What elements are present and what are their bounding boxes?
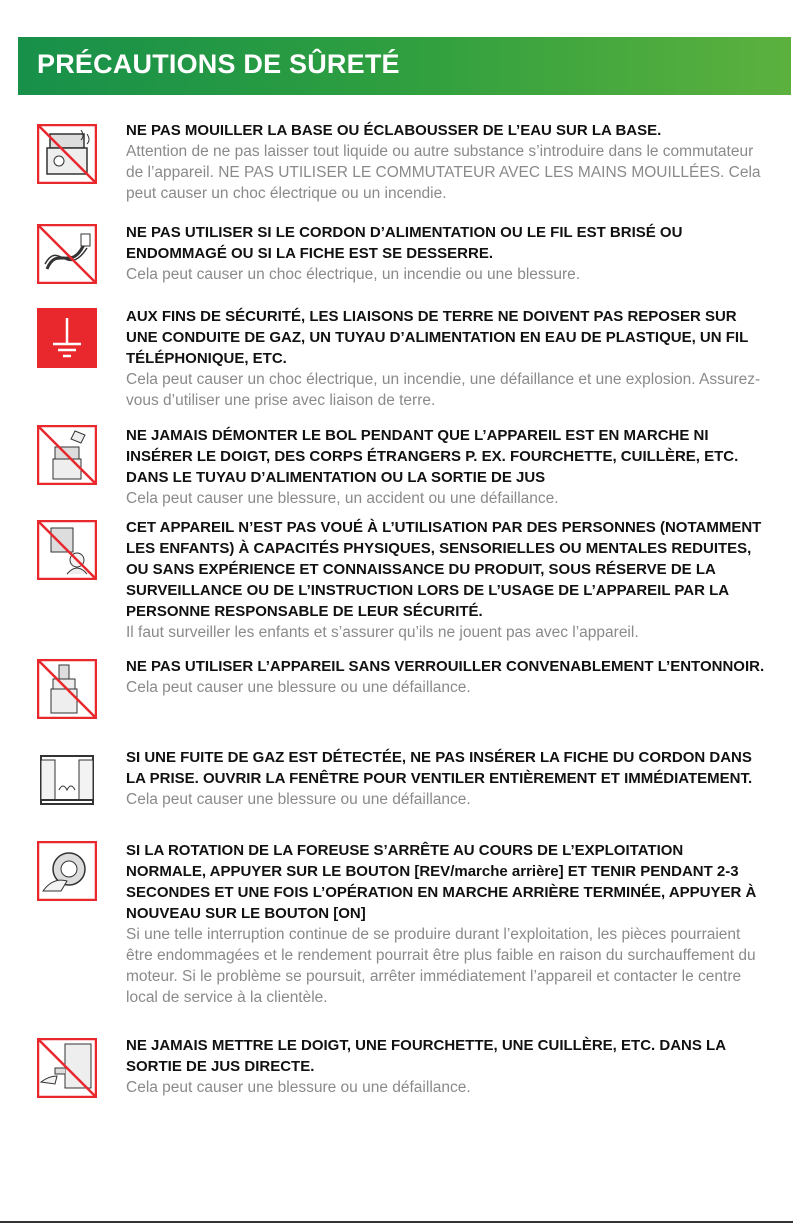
item-title: NE JAMAIS METTRE LE DOIGT, UNE FOURCHETTE, UNE CUILLÈRE, ETC. DANS LA SORTIE DE JUS DIRECTE. <box>126 1037 726 1075</box>
ground-symbol-icon <box>37 308 97 368</box>
no-broken-cord-icon <box>37 224 97 284</box>
item-description: Si une telle interruption continue de se produire durant l’exploitation, les pièces pourraient être endommagées et le rendement pourrait être plus faible en raison du surchauffement du moteur. Si le problème se poursuit, arrêter immédiatement l’appareil et contacter le centre local de service à la clientèle. <box>126 926 756 1006</box>
no-children-use-icon <box>37 520 97 580</box>
item-description: Cela peut causer un choc électrique, un incendie ou une blessure. <box>126 266 581 283</box>
item-title: SI UNE FUITE DE GAZ EST DÉTECTÉE, NE PAS INSÉRER LA FICHE DU CORDON DANS LA PRISE. OUVRIR LA FENÊTRE POUR VENTILER ENTIÈREMENT ET IMMÉDIATEMENT. <box>126 749 753 787</box>
open-window-icon <box>37 750 97 810</box>
item-description: Cela peut causer une blessure, un accident ou une défaillance. <box>126 490 559 507</box>
reverse-button-icon <box>37 841 97 901</box>
no-finger-in-spout-icon <box>37 1038 97 1098</box>
item-description: Cela peut causer une blessure ou une défaillance. <box>126 791 471 808</box>
item-description: Cela peut causer une blessure ou une défaillance. <box>126 679 471 696</box>
item-title: NE PAS UTILISER L’APPAREIL SANS VERROUILLER CONVENABLEMENT L’ENTONNOIR. <box>126 658 765 675</box>
no-water-on-base-icon <box>37 124 97 184</box>
item-title: NE JAMAIS DÉMONTER LE BOL PENDANT QUE L’APPAREIL EST EN MARCHE NI INSÉRER LE DOIGT, DES CORPS ÉTRANGERS P. EX. FOURCHETTE, CUILLÈRE, ETC. DANS LE TUYAU D’ALIMENTATION OU LA SORTIE DE JUS <box>126 427 739 486</box>
item-description: Attention de ne pas laisser tout liquide ou autre substance s’introduire dans le commutateur de l’appareil. NE PAS UTILISER LE COMMUTATEUR AVEC LES MAINS MOUILLÉES. Cela peut causer un choc électrique ou un incendie. <box>126 143 761 202</box>
item-description: Cela peut causer une blessure ou une défaillance. <box>126 1079 471 1096</box>
item-title: SI LA ROTATION DE LA FOREUSE S’ARRÊTE AU COURS DE L’EXPLOITATION NORMALE, APPUYER SUR LE BOUTON [REV/marche arrière] ET TENIR PENDANT 2-3 SECONDES ET UNE FOIS L’OPÉRATION EN MARCHE ARRIÈRE TERMINÉE, APPUYER À NOUVEAU SUR LE BOUTON [ON] <box>126 842 757 922</box>
page-title: PRÉCAUTIONS DE SÛRETÉ <box>37 49 400 79</box>
section-header <box>18 37 791 95</box>
no-unlocked-hopper-icon <box>37 659 97 719</box>
item-title: CET APPAREIL N’EST PAS VOUÉ À L’UTILISATION PAR DES PERSONNES (NOTAMMENT LES ENFANTS) À CAPACITÉS PHYSIQUES, SENSORIELLES OU MENTALES REDUITES, OU SANS EXPÉRIENCE ET CONNAISSANCE DU PRODUIT, SOUS RÉSERVE DE LA SURVEILLANCE OU DE L’INSTRUCTION LORS DE L’USAGE DE L’APPAREIL PAR LA PERSONNE RESPONSABLE DE LEUR SÉCURITÉ. <box>126 519 762 620</box>
item-title: AUX FINS DE SÉCURITÉ, LES LIAISONS DE TERRE NE DOIVENT PAS REPOSER SUR UNE CONDUITE DE GAZ, UN TUYAU D’ALIMENTATION EN EAU DE PLASTIQUE, UN FIL TÉLÉPHONIQUE, ETC. <box>126 308 748 367</box>
item-description: Il faut surveiller les enfants et s’assurer qu’ils ne jouent pas avec l’appareil. <box>126 624 639 641</box>
item-title: NE PAS MOUILLER LA BASE OU ÉCLABOUSSER DE L’EAU SUR LA BASE. <box>126 122 662 139</box>
no-disassemble-bowl-icon <box>37 425 97 485</box>
item-description: Cela peut causer un choc électrique, un incendie, une défaillance et une explosion. Assurez-vous d’utiliser une prise avec liaison de terre. <box>126 371 761 409</box>
bottom-divider <box>0 1221 793 1223</box>
item-title: NE PAS UTILISER SI LE CORDON D’ALIMENTATION OU LE FIL EST BRISÉ OU ENDOMMAGÉ OU SI LA FICHE EST SE DESSERRE. <box>126 224 683 262</box>
